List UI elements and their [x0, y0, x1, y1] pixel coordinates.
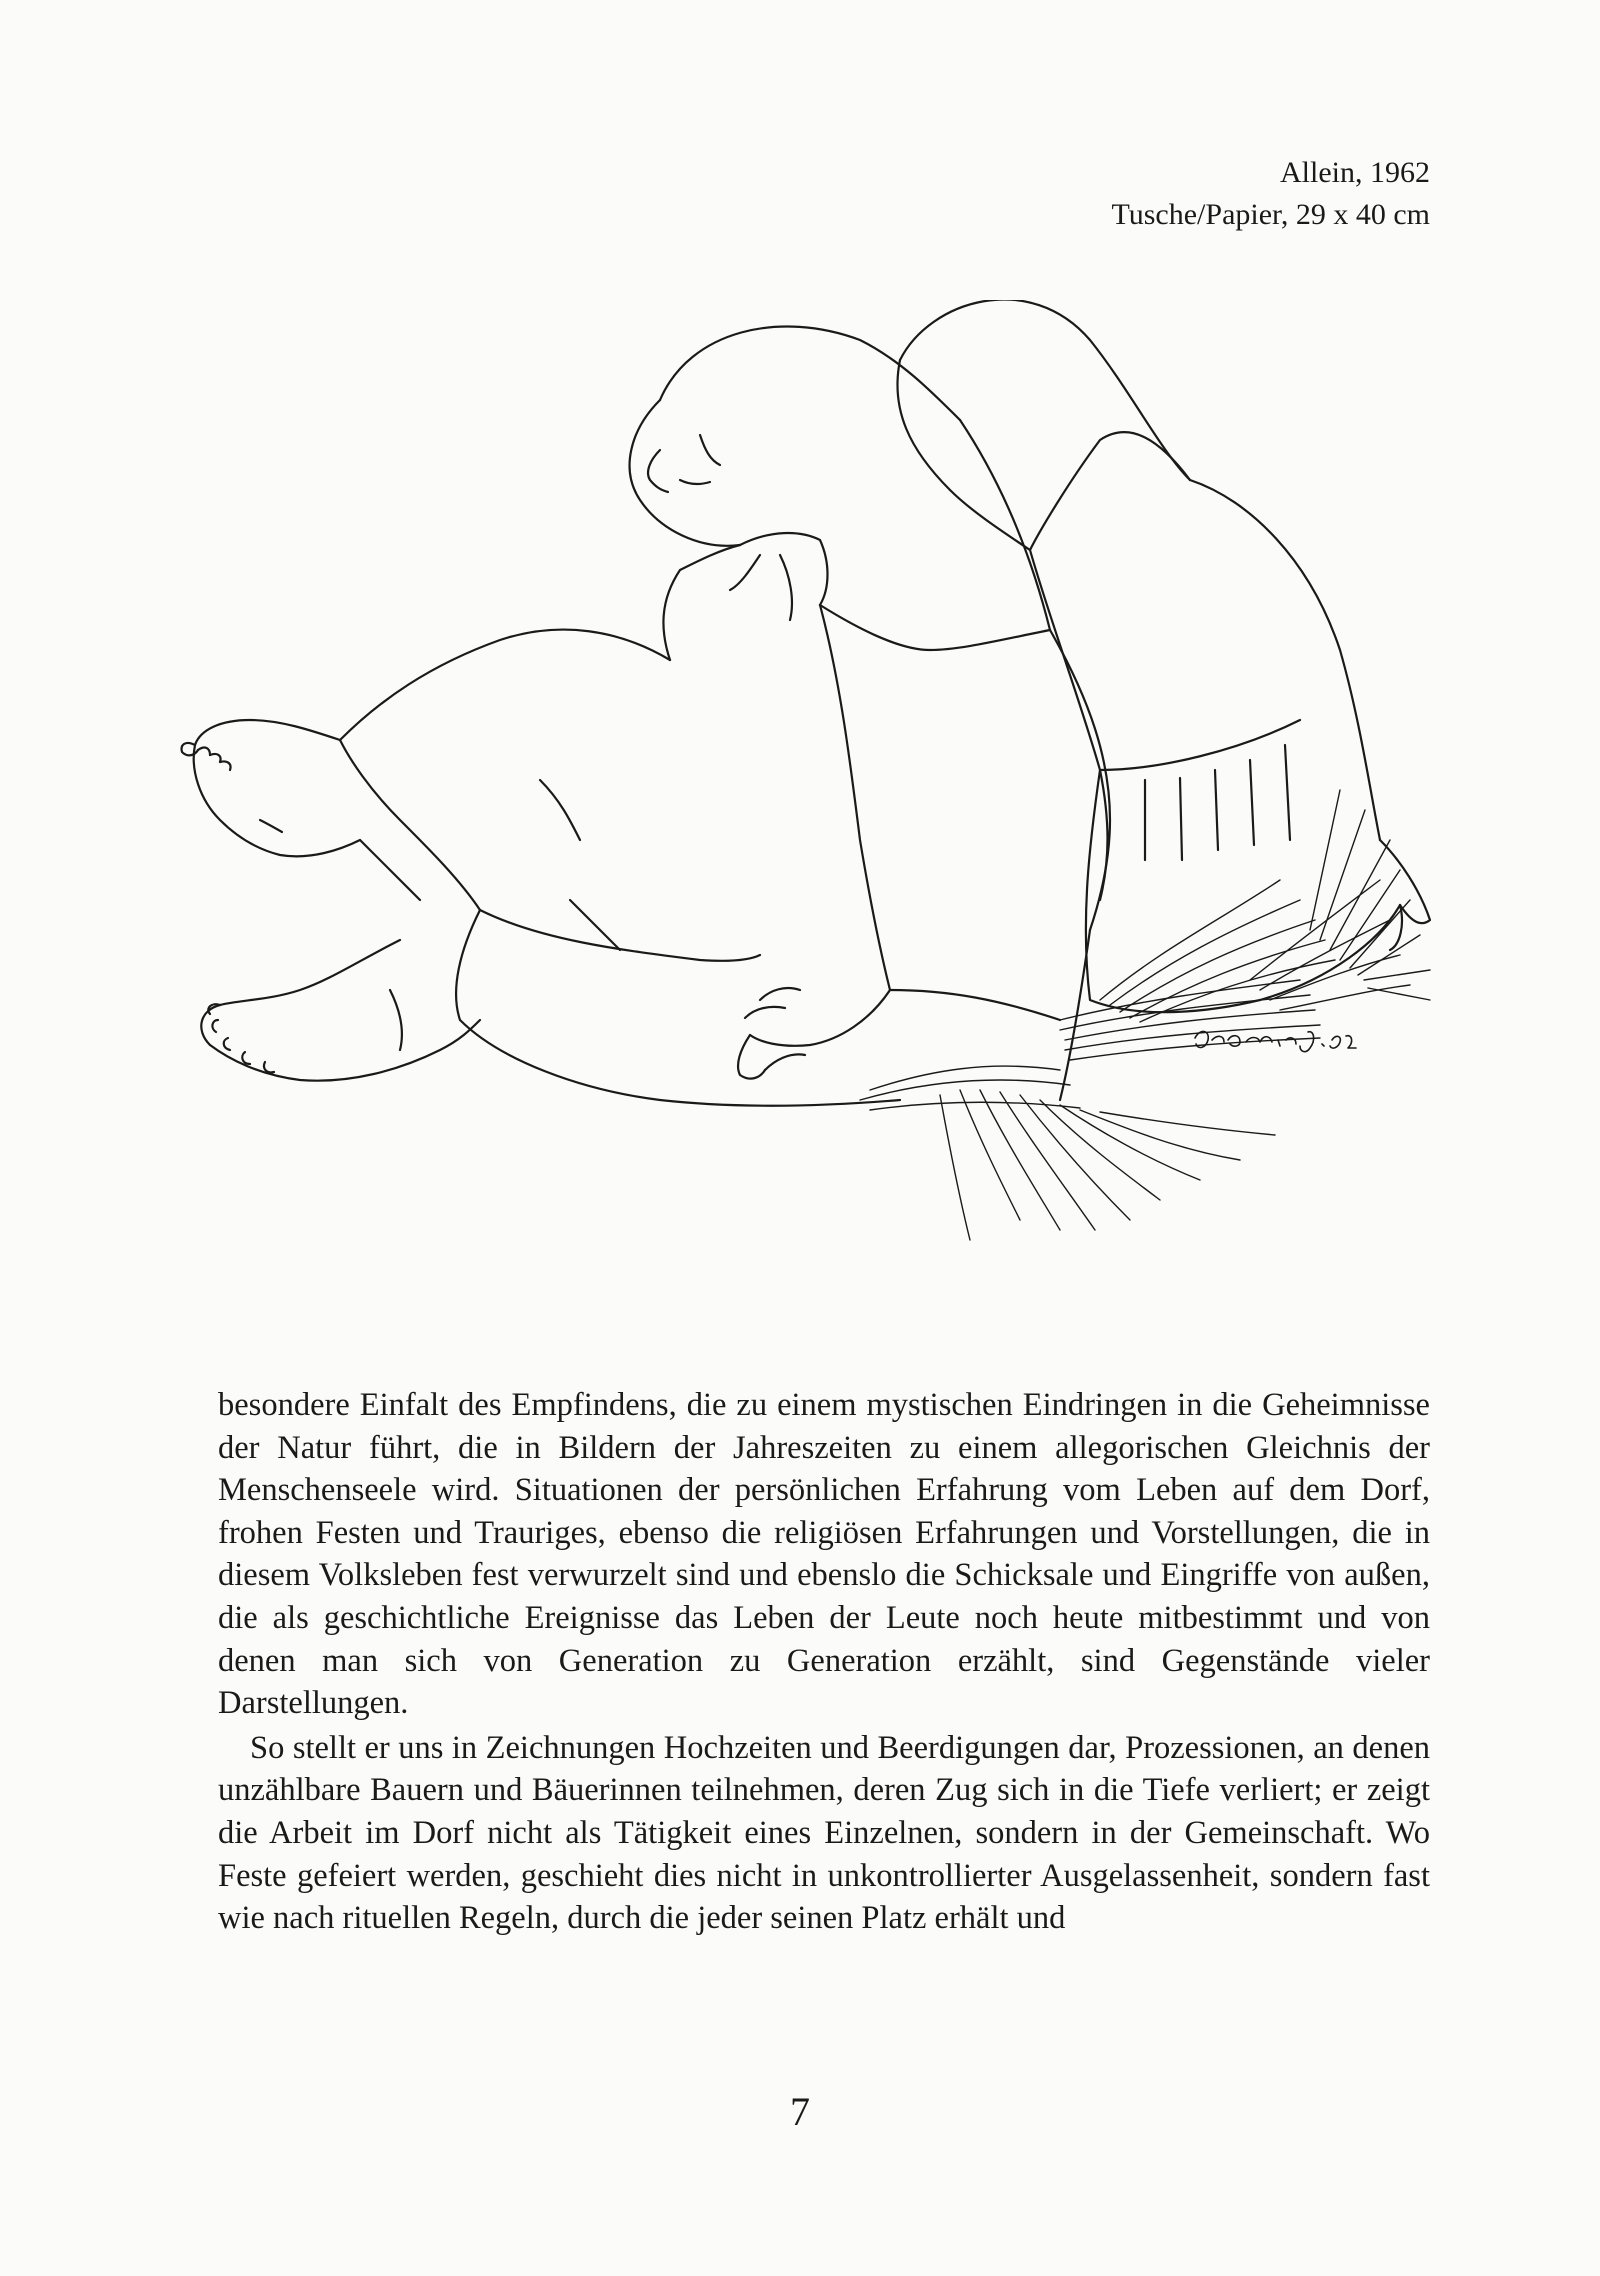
paragraph: So stellt er uns in Zeichnungen Hochzeiten und Beerdigungen dar, Prozessionen, an denen unzählbare Bauern und Bäuerinnen teilnehmen, deren Zug sich in die Tiefe verliert; er zeigt die Arbeit im Dorf nicht als Tätigkeit eines Einzelnen, sondern in der Gemeinschaft. Wo Feste gefeiert werden, geschieht dies nicht in unkontrollierter Ausgelassenheit, sondern fast wie nach rituellen Regeln, durch die jeder seinen Platz erhält und	[218, 1729, 1430, 1937]
artwork-medium-size: Tusche/Papier, 29 x 40 cm	[1111, 198, 1430, 231]
front-woman-figure	[630, 327, 1110, 1101]
artwork-title-date: Allein, 1962	[1280, 156, 1430, 189]
artwork-caption	[1111, 152, 1430, 236]
ink-drawing-illustration	[100, 300, 1580, 1300]
page-number: 7	[790, 2089, 810, 2134]
back-woman-figure	[897, 300, 1430, 1012]
body-text	[218, 1384, 1430, 1940]
skirt-and-feet-drawing	[182, 630, 900, 1106]
artist-signature	[1195, 1031, 1356, 1051]
paragraph: besondere Einfalt des Empfindens, die zu einem mystischen Eindringen in die Geheimnisse der Natur führt, die in Bildern der Jahreszeiten zu einem allegorischen Gleichnis der Menschenseele wird. Situationen der persönlichen Erfahrung vom Leben auf dem Dorf, frohen Festen und Trauriges, ebenso die religiösen Erfahrungen und Vorstellungen, die in diesem Volksleben fest verwurzelt sind und ebenslo die Schicksale und Eingriffe von außen, die als geschichtliche Ereignisse das Leben der Leute noch heute mitbestimmt und von denen man sich von Generation zu Generation erzählt, sind Gegenstände vieler Darstellungen.	[218, 1387, 1430, 1722]
